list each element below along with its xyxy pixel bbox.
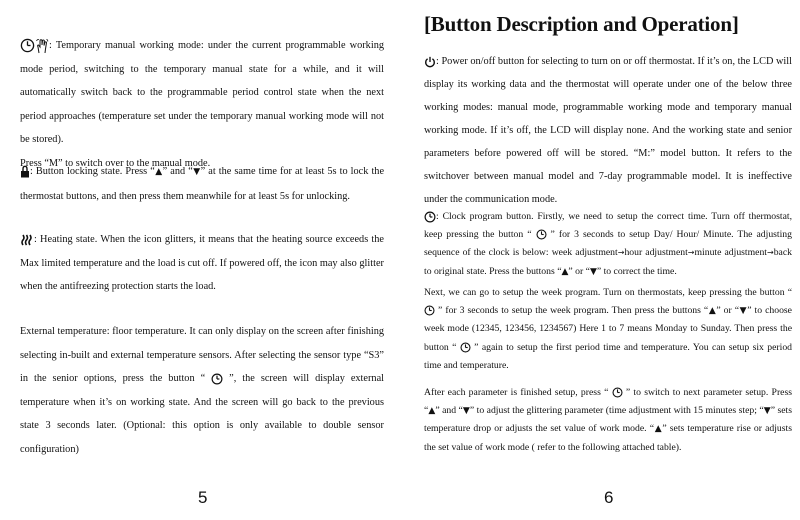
week-paragraph: Next, we can go to setup the week program. Turn on thermostats, keep pressing the button “ ” for 3 seconds to setup the week program. Then press the buttons “▲” or “▼” to choose week mode (12345, 123456, 1234567) Here 1 to 7 means Monday to Sunday. Then press the button “ ” again to setup the first period time and temperature. You can setup six period time and temperature. — [424, 287, 793, 371]
external-temp-paragraph: External temperature: floor temperature. It can only display on the screen after finishing selecting in-built and external temperature sensors. After selecting the sensor type “S3” in the senior options, press the button “ ”, the screen will display external temperature when it’s on working state. And the screen will go back to the previous state 3 seconds later. (Optional: this option is only available to double sensor configuration) — [20, 326, 384, 455]
clock-paragraph: : Clock program button. Firstly, we need to setup the correct time. Turn off thermostat, keep pressing the button “ ” for 3 seconds to setup Day/ Hour/ Minute. The adjusting sequence of the clock is below: week adjustment→hour adjustment→minute adjustment→back to original state. Press the buttons “▲” or “▼” to correct the time. — [424, 211, 792, 277]
up-symbol: ▲ — [654, 424, 663, 435]
clock-icon — [20, 38, 35, 53]
arrow-symbol: → — [687, 248, 695, 258]
clock-icon — [424, 211, 436, 223]
hand-icon — [35, 38, 49, 54]
right-page — [424, 0, 792, 520]
parameter-paragraph: After each parameter is finished setup, press “ ” to switch to next parameter setup. Press “▲” and “▼” to adjust the glittering parameter (time adjustment with 15 minutes step; “▼” sets temperature drop or adjusts the set value of work mode. “▲” sets temperature rise or adjusts the set value of work mode ( refer to the following attached table). — [424, 387, 793, 453]
temp-manual-text: : Temporary manual working mode: under the current programmable working mode period, switching to the temporary manual state for a while, and it will automatically switch back to the programmable period control state when the next period approaches (temperature set under the temporary manual working mode will not be stored). — [20, 40, 384, 145]
clock-icon — [424, 305, 435, 316]
lock-paragraph: : Button locking state. Press “▲” and “▼” at the same time for at least 5s to lock the thermostat buttons, and then press them meanwhile for at least 5s for unlocking. — [20, 166, 385, 202]
up-symbol: ▲ — [154, 167, 163, 177]
down-symbol: ▼ — [589, 266, 597, 277]
up-symbol: ▲ — [708, 306, 717, 317]
lock-icon — [20, 165, 30, 178]
heating-paragraph — [20, 228, 384, 299]
page-number: 6 — [604, 488, 614, 507]
heating-icon — [20, 234, 34, 246]
clock-icon — [612, 387, 623, 398]
clock-icon — [460, 342, 471, 353]
down-symbol: ▼ — [763, 406, 771, 417]
heating-text: : Heating state. When the icon glitters, it means that the heating source exceeds the Max limited temperature and the load is cut off. If powered off, the icon may also glitter when the antifreezing protection starts the load. — [20, 234, 384, 292]
down-symbol: ▼ — [739, 306, 748, 317]
arrow-symbol: → — [617, 248, 625, 258]
arrow-symbol: → — [767, 248, 774, 258]
power-paragraph — [424, 50, 792, 211]
up-symbol: ▲ — [428, 406, 436, 417]
temp-manual-paragraph — [20, 34, 384, 175]
power-icon — [424, 56, 436, 68]
down-symbol: ▼ — [192, 167, 201, 177]
down-symbol: ▼ — [462, 406, 470, 417]
power-text: : Power on/off button for selecting to turn on or off thermostat. If it’s on, the LCD will display its working data and the thermostat will operate under one of the below three working modes: manual mode, programmable working mode and temporary manual working mode. If it’s off, the LCD will display none. And the working state and senior parameters before powered off will be stored. “M:” model button. It refers to the switchover between manual model and 7-day programmable model. It is ineffective under the communication mode. — [424, 56, 792, 205]
press-m-text: Press “M” to switch over to the manual mode. — [20, 157, 211, 169]
up-symbol: ▲ — [561, 266, 569, 277]
page-number: 5 — [198, 488, 208, 507]
clock-icon — [211, 373, 223, 385]
section-heading: [Button Description and Operation] — [424, 12, 739, 36]
clock-icon — [536, 229, 547, 240]
left-page — [20, 0, 384, 520]
